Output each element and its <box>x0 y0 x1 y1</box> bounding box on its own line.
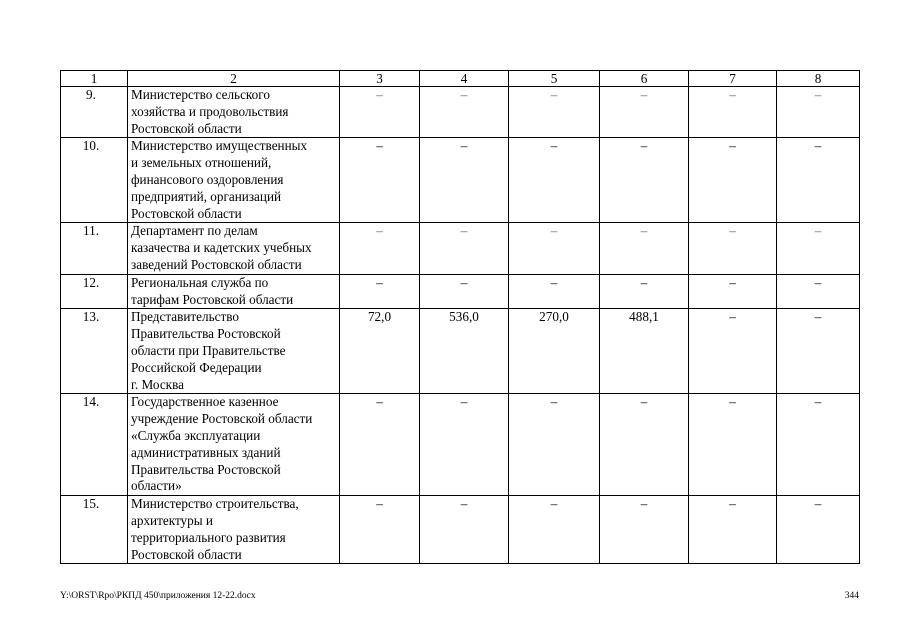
name-line: заведений Ростовской области <box>131 256 302 272</box>
name-line: Правительства Ростовской <box>131 461 281 477</box>
value-cell: – <box>600 87 689 138</box>
column-header: 4 <box>420 71 509 87</box>
table-row <box>61 223 860 274</box>
budget-table <box>60 70 860 564</box>
table-row <box>61 87 860 138</box>
row-number: 12. <box>61 274 128 309</box>
value-cell: – <box>689 309 777 394</box>
row-number: 15. <box>61 496 128 564</box>
value-cell: – <box>777 394 860 496</box>
value-cell: – <box>340 496 420 564</box>
name-line: Представительство <box>131 309 239 325</box>
value-cell: – <box>777 496 860 564</box>
organization-name <box>128 87 340 138</box>
value-cell: – <box>509 223 600 274</box>
row-number: 13. <box>61 309 128 394</box>
value-cell: – <box>340 87 420 138</box>
name-line: хозяйства и продовольствия <box>131 103 289 119</box>
name-line: архитектуры и <box>131 512 213 528</box>
name-line: Российской Федерации <box>131 359 262 375</box>
organization-name <box>128 138 340 223</box>
value-cell: – <box>420 87 509 138</box>
value-cell: – <box>420 223 509 274</box>
name-line: Ростовской области <box>131 205 242 221</box>
table-row <box>61 496 860 564</box>
table-header-row <box>61 71 860 87</box>
value-cell: – <box>340 138 420 223</box>
name-line: области» <box>131 478 182 494</box>
column-header: 7 <box>689 71 777 87</box>
value-cell: – <box>777 274 860 309</box>
value-cell: – <box>420 138 509 223</box>
name-line: территориального развития <box>131 529 286 545</box>
value-cell: – <box>600 223 689 274</box>
name-line: казачества и кадетских учебных <box>131 240 312 256</box>
name-line: финансового оздоровления <box>131 171 284 187</box>
name-line: области при Правительстве <box>131 342 286 358</box>
name-line: Министерство имущественных <box>131 138 308 154</box>
value-cell: – <box>420 394 509 496</box>
name-line: Ростовской области <box>131 546 242 562</box>
name-line: административных зданий <box>131 444 281 460</box>
value-cell: 536,0 <box>420 309 509 394</box>
value-cell: – <box>777 138 860 223</box>
name-line: Ростовской области <box>131 120 242 136</box>
value-cell: – <box>777 223 860 274</box>
name-line: Департамент по делам <box>131 223 258 239</box>
column-header: 3 <box>340 71 420 87</box>
value-cell: – <box>420 496 509 564</box>
value-cell: – <box>689 87 777 138</box>
value-cell: – <box>420 274 509 309</box>
organization-name <box>128 274 340 309</box>
value-cell: – <box>509 87 600 138</box>
table-row <box>61 274 860 309</box>
name-line: предприятий, организаций <box>131 188 282 204</box>
organization-name <box>128 496 340 564</box>
row-number: 10. <box>61 138 128 223</box>
column-header: 1 <box>61 71 128 87</box>
name-line: Министерство сельского <box>131 87 270 102</box>
column-header: 5 <box>509 71 600 87</box>
value-cell: – <box>600 394 689 496</box>
value-cell: – <box>689 138 777 223</box>
column-header: 8 <box>777 71 860 87</box>
value-cell: – <box>600 496 689 564</box>
organization-name <box>128 309 340 394</box>
name-line: Государственное казенное <box>131 394 279 410</box>
value-cell: – <box>689 496 777 564</box>
name-line: Региональная служба по <box>131 274 269 290</box>
value-cell: – <box>777 309 860 394</box>
value-cell: – <box>689 223 777 274</box>
value-cell: – <box>509 496 600 564</box>
value-cell: 72,0 <box>340 309 420 394</box>
name-line: учреждение Ростовской области <box>131 411 313 427</box>
value-cell: – <box>509 274 600 309</box>
value-cell: – <box>340 394 420 496</box>
row-number: 9. <box>61 87 128 138</box>
value-cell: 488,1 <box>600 309 689 394</box>
name-line: и земельных отношений, <box>131 155 272 171</box>
value-cell: – <box>509 394 600 496</box>
column-header: 2 <box>128 71 340 87</box>
name-line: «Служба эксплуатации <box>131 427 261 443</box>
name-line: г. Москва <box>131 376 184 392</box>
column-header: 6 <box>600 71 689 87</box>
name-line: Правительства Ростовской <box>131 326 281 342</box>
value-cell: 270,0 <box>509 309 600 394</box>
value-cell: – <box>340 274 420 309</box>
value-cell: – <box>509 138 600 223</box>
value-cell: – <box>340 223 420 274</box>
row-number: 14. <box>61 394 128 496</box>
footer-file-path: Y:\ORST\Rpo\РКПД 450\приложения 12-22.docx <box>60 591 256 601</box>
name-line: тарифам Ростовской области <box>131 291 294 307</box>
value-cell: – <box>689 274 777 309</box>
value-cell: – <box>689 394 777 496</box>
organization-name <box>128 223 340 274</box>
organization-name <box>128 394 340 496</box>
value-cell: – <box>777 87 860 138</box>
table-row <box>61 138 860 223</box>
row-number: 11. <box>61 223 128 274</box>
value-cell: – <box>600 138 689 223</box>
footer-page-number: 344 <box>844 591 859 601</box>
value-cell: – <box>600 274 689 309</box>
table-row <box>61 309 860 394</box>
name-line: Министерство строительства, <box>131 496 299 512</box>
table-row <box>61 394 860 496</box>
